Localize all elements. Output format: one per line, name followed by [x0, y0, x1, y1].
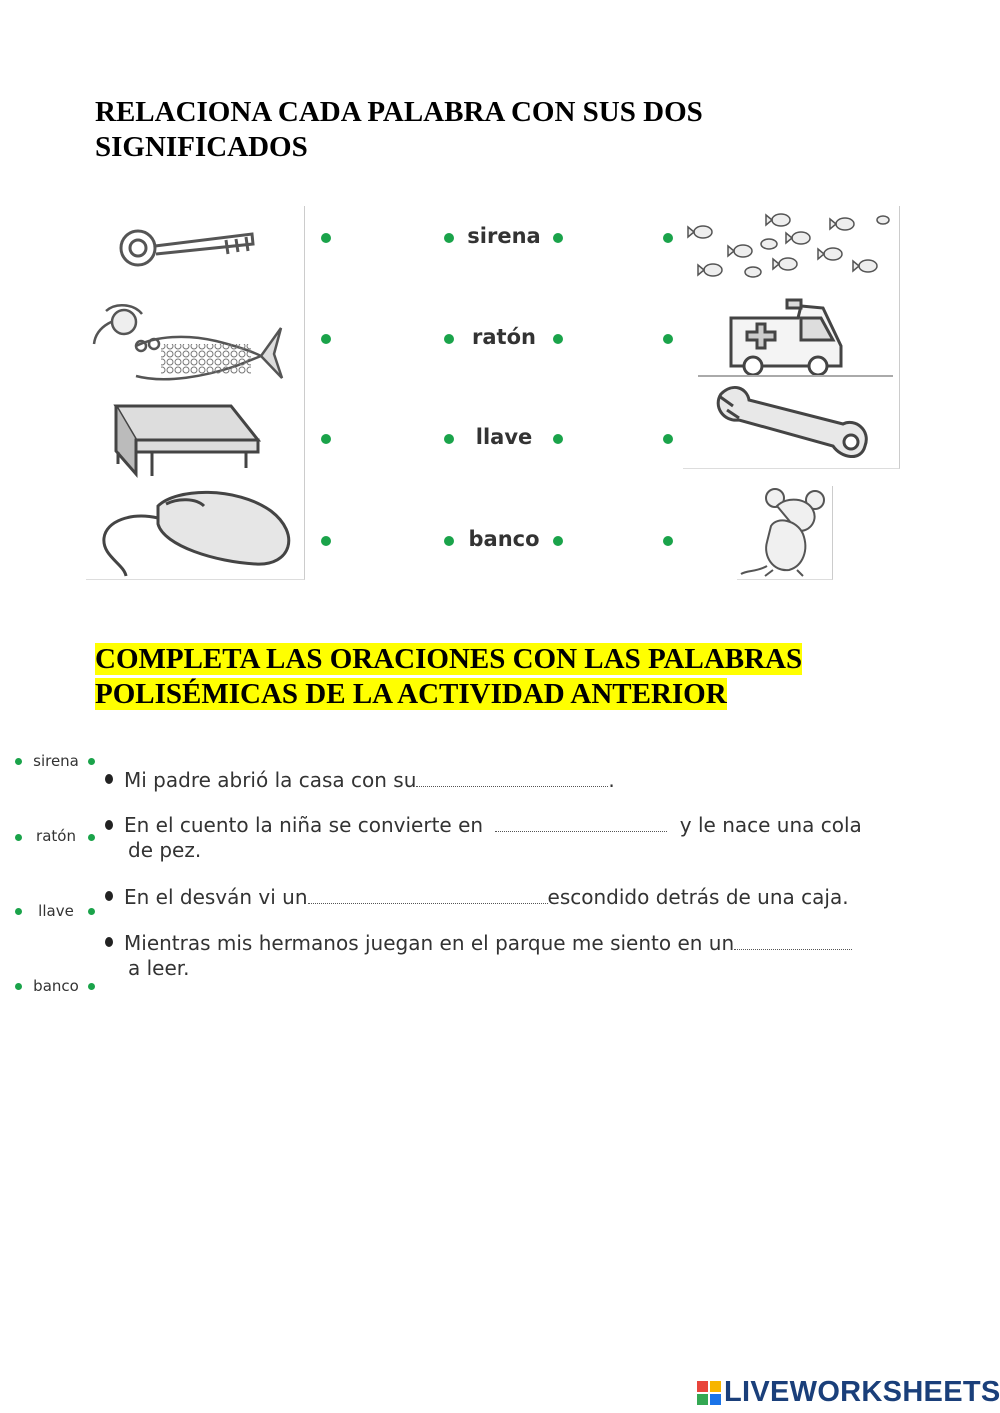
sentence-1	[124, 766, 615, 792]
word-dot-right	[88, 758, 95, 765]
activity-1-title: RELACIONA CADA PALABRA CON SUS DOS SIGNIFICADOS	[95, 96, 703, 163]
sentence-bullet	[105, 820, 113, 830]
sentence-3-start: En el desván vi un	[124, 885, 308, 909]
mermaid-icon	[94, 305, 282, 379]
brand-mark-icon	[697, 1381, 721, 1405]
match-word: llave	[475, 425, 533, 449]
brand-name: LIVEWORKSHEETS	[724, 1376, 1000, 1408]
match-dot-right-3[interactable]	[663, 434, 673, 444]
match-word: banco	[468, 527, 540, 551]
right-illustration-mouse	[737, 486, 833, 580]
right-illustrations	[683, 206, 900, 469]
match-dot-right-4[interactable]	[663, 536, 673, 546]
sentence-3	[124, 883, 849, 909]
left-illustrations	[86, 206, 305, 580]
sentence-1-end: .	[608, 768, 615, 792]
match-dot-word-right-1[interactable]	[553, 233, 563, 243]
computer-mouse-icon	[104, 492, 289, 576]
match-dot-right-2[interactable]	[663, 334, 673, 344]
word-option: sirena	[33, 752, 79, 770]
match-dot-word-right-2[interactable]	[553, 334, 563, 344]
word-option: banco	[33, 977, 79, 995]
liveworksheets-logo	[697, 1376, 1000, 1409]
match-dot-left-2[interactable]	[321, 334, 331, 344]
word-dot-left	[15, 834, 22, 841]
sentence-4	[124, 929, 852, 955]
sentence-3-end: escondido detrás de una caja.	[547, 885, 849, 909]
fish-school-icon	[688, 214, 889, 277]
word-dot-right	[88, 908, 95, 915]
word-dot-right	[88, 983, 95, 990]
word-dot-left	[15, 983, 22, 990]
match-dot-right-1[interactable]	[663, 233, 673, 243]
sentence-4-continued: a leer.	[128, 956, 190, 980]
wrench-icon	[718, 387, 866, 456]
key-icon	[121, 231, 253, 265]
match-dot-left-3[interactable]	[321, 434, 331, 444]
word-option: ratón	[36, 827, 76, 845]
sentence-1-start: Mi padre abrió la casa con su	[124, 768, 417, 792]
word-dot-left	[15, 908, 22, 915]
sentence-2-continued: de pez.	[128, 838, 202, 862]
sentence-2-end: y le nace una cola	[679, 813, 862, 837]
match-word: ratón	[472, 325, 536, 349]
word-dot-right	[88, 834, 95, 841]
blank-2[interactable]	[495, 811, 667, 832]
match-dot-left-1[interactable]	[321, 233, 331, 243]
match-dot-word-right-3[interactable]	[553, 434, 563, 444]
activity-2-title-text: COMPLETA LAS ORACIONES CON LAS PALABRAS POLISÉMICAS DE LA ACTIVIDAD ANTERIOR	[95, 643, 803, 710]
sentence-bullet	[105, 774, 113, 784]
sentence-2	[124, 811, 862, 837]
match-dot-left-4[interactable]	[321, 536, 331, 546]
match-dot-word-right-4[interactable]	[553, 536, 563, 546]
bench-icon	[116, 406, 258, 476]
sentence-bullet	[105, 937, 113, 947]
sentence-4-start: Mientras mis hermanos juegan en el parque me siento en un	[124, 931, 735, 955]
blank-4[interactable]	[734, 929, 852, 950]
blank-3[interactable]	[308, 883, 548, 904]
blank-1[interactable]	[416, 766, 608, 787]
match-word: sirena	[467, 224, 541, 248]
activity-2-title	[95, 642, 855, 712]
word-dot-left	[15, 758, 22, 765]
mouse-animal-icon	[741, 489, 824, 576]
sentence-2-start: En el cuento la niña se convierte en	[124, 813, 484, 837]
ambulance-icon	[698, 300, 893, 376]
sentence-bullet	[105, 891, 113, 901]
word-option: llave	[38, 902, 74, 920]
